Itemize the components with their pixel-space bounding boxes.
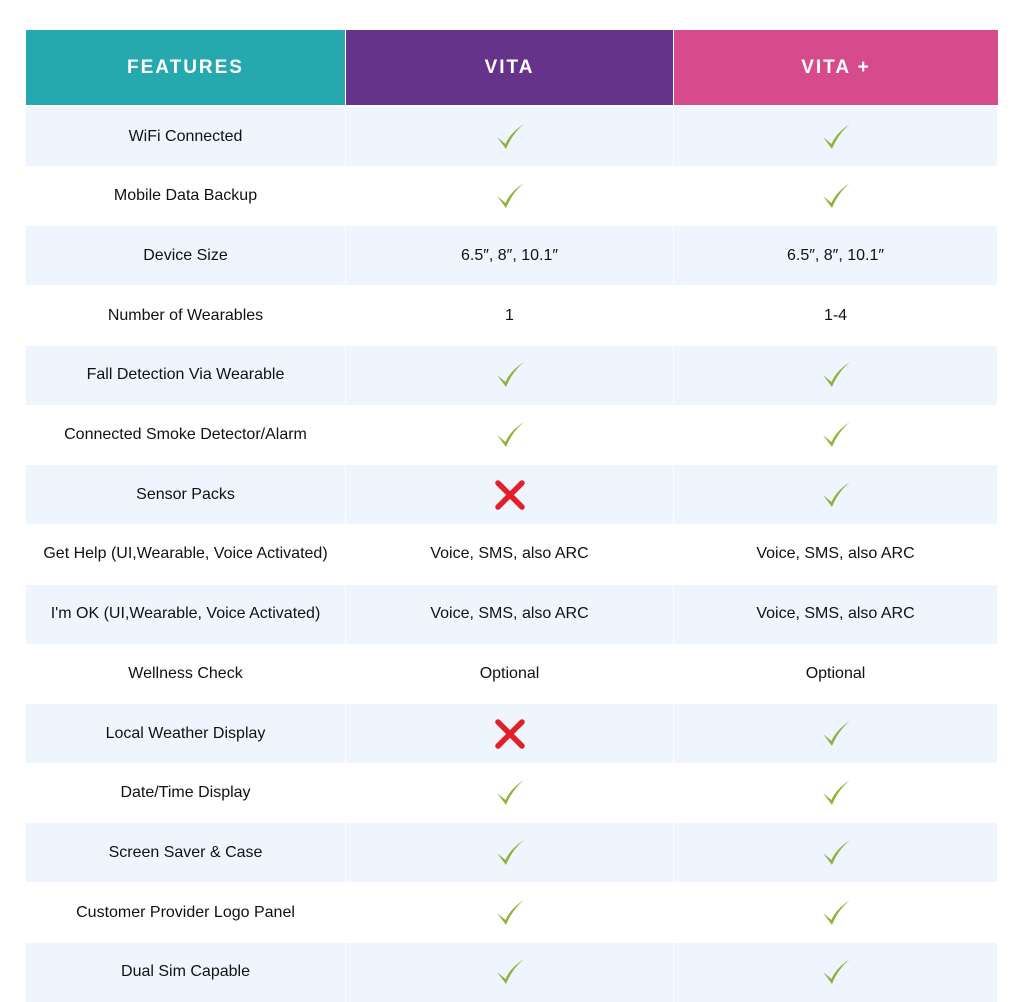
vita-value: 1	[505, 306, 514, 324]
table-row	[26, 406, 998, 465]
table-row	[26, 346, 998, 405]
vita-plus-value: 6.5″, 8″, 10.1″	[674, 226, 997, 285]
check-icon	[674, 346, 997, 405]
table-row	[26, 286, 998, 345]
check-icon	[346, 346, 673, 405]
vita-value: Optional	[479, 664, 540, 682]
table-row	[26, 704, 998, 763]
feature-label: Screen Saver & Case	[26, 823, 345, 882]
vita-value: Voice, SMS, also ARC	[430, 545, 589, 563]
feature-label: Device Size	[26, 226, 345, 285]
check-icon	[346, 764, 673, 823]
table-row	[26, 525, 998, 584]
vita-plus-value: 1-4	[823, 306, 848, 324]
table-row	[26, 226, 998, 285]
check-icon	[674, 943, 997, 1002]
header-vita-plus: VITA +	[674, 30, 998, 105]
check-icon	[346, 943, 673, 1002]
check-icon	[674, 465, 997, 524]
check-icon	[674, 406, 997, 465]
table-row	[26, 585, 998, 644]
feature-label: I'm OK (UI,Wearable, Voice Activated)	[26, 585, 345, 644]
table-row	[26, 644, 998, 703]
table-row	[26, 943, 998, 1002]
vita-plus-value: Voice, SMS, also ARC	[674, 585, 997, 644]
table-row	[26, 107, 998, 166]
vita-plus-value: Optional	[805, 664, 866, 682]
check-icon	[346, 167, 673, 226]
feature-label: WiFi Connected	[26, 107, 345, 166]
vita-plus-value: Voice, SMS, also ARC	[756, 545, 915, 563]
vita-value: Voice, SMS, also ARC	[346, 585, 673, 644]
feature-label: Customer Provider Logo Panel	[76, 903, 295, 921]
cross-icon	[346, 465, 673, 524]
check-icon	[346, 823, 673, 882]
feature-label: Local Weather Display	[26, 704, 345, 763]
table-row	[26, 823, 998, 882]
check-icon	[346, 107, 673, 166]
feature-label: Wellness Check	[128, 664, 243, 682]
header-vita: VITA	[346, 30, 673, 105]
check-icon	[674, 704, 997, 763]
check-icon	[674, 764, 997, 823]
header-features: FEATURES	[26, 30, 345, 105]
feature-label: Date/Time Display	[120, 784, 251, 802]
check-icon	[674, 883, 997, 942]
feature-label: Dual Sim Capable	[26, 943, 345, 1002]
check-icon	[674, 823, 997, 882]
cross-icon	[346, 704, 673, 763]
check-icon	[346, 406, 673, 465]
table-row	[26, 465, 998, 524]
check-icon	[346, 883, 673, 942]
feature-label: Get Help (UI,Wearable, Voice Activated)	[43, 545, 328, 563]
table-row	[26, 167, 998, 226]
feature-label: Fall Detection Via Wearable	[26, 346, 345, 405]
feature-label: Mobile Data Backup	[113, 187, 258, 205]
feature-label: Connected Smoke Detector/Alarm	[64, 426, 307, 443]
vita-value: 6.5″, 8″, 10.1″	[346, 226, 673, 285]
feature-label: Number of Wearables	[107, 306, 264, 324]
feature-label: Sensor Packs	[26, 465, 345, 524]
table-row	[26, 764, 998, 823]
check-icon	[674, 107, 997, 166]
table-row	[26, 883, 998, 942]
check-icon	[674, 167, 997, 226]
